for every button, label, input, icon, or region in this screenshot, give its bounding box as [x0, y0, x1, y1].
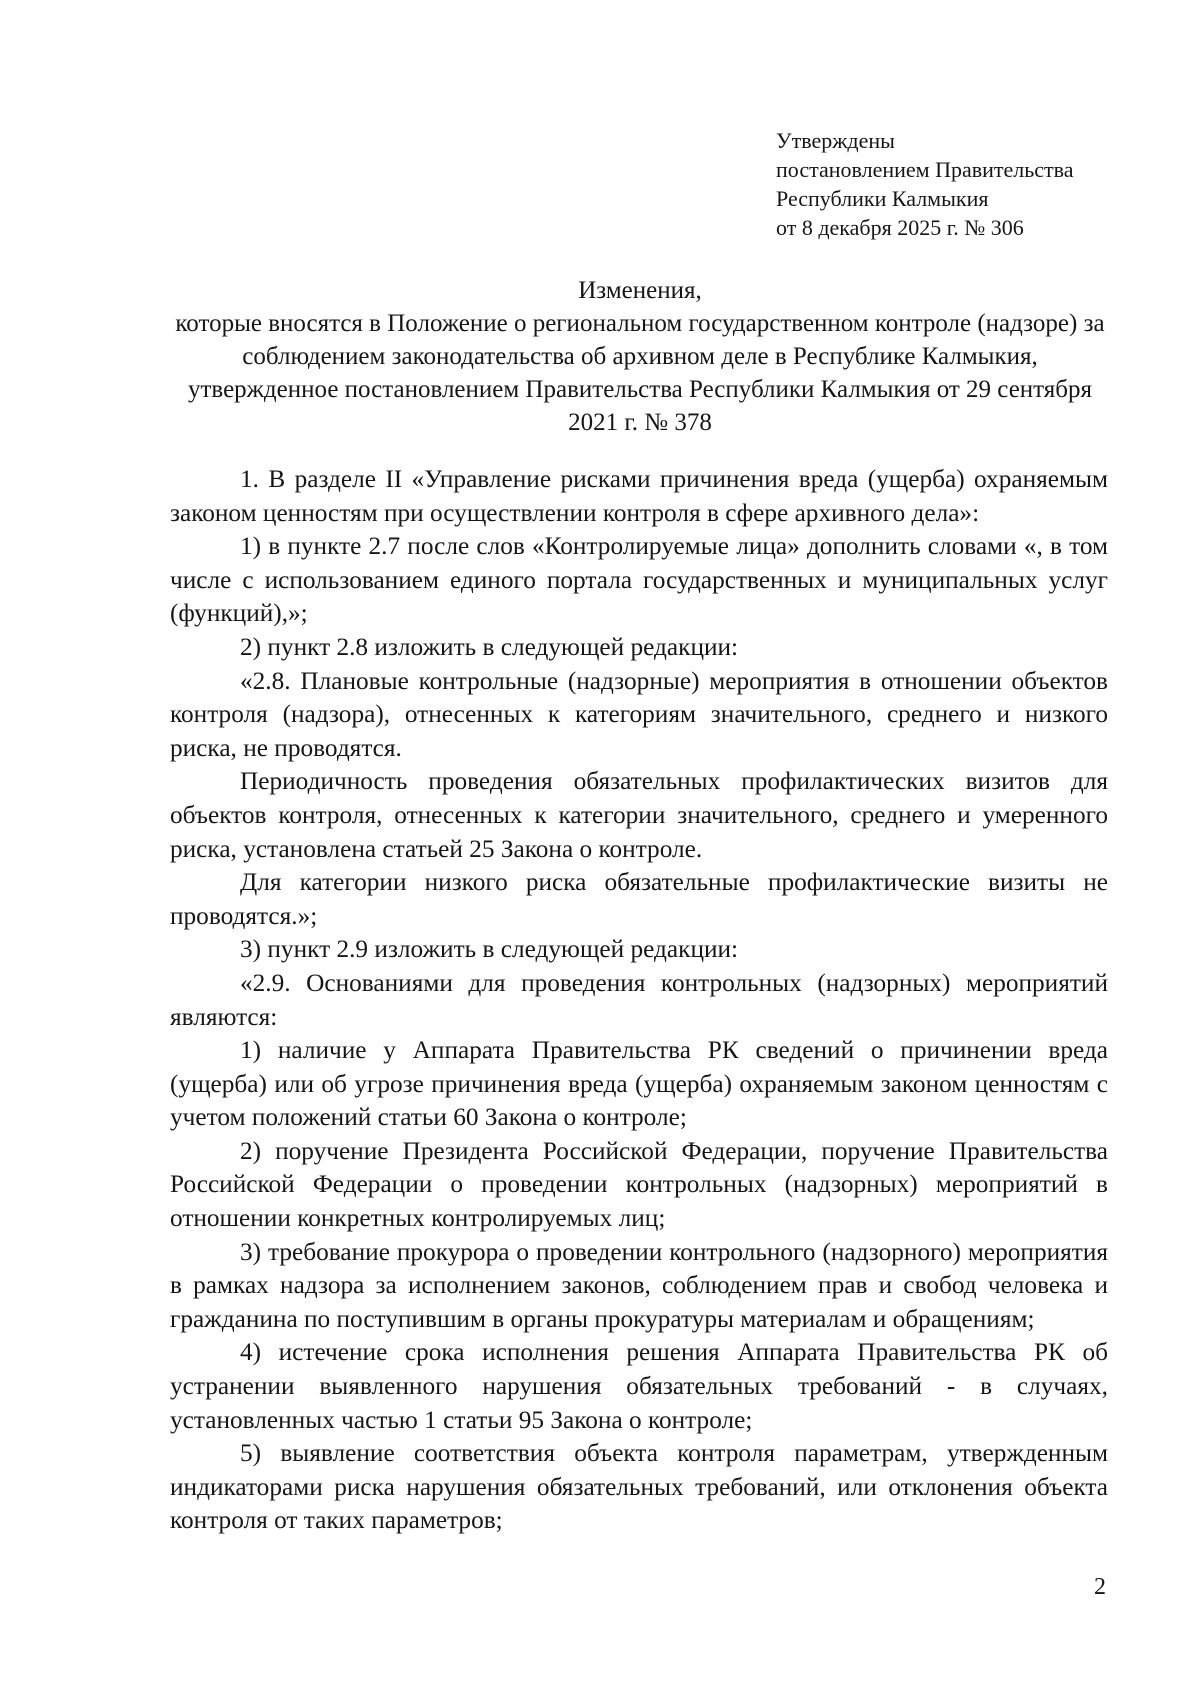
- paragraph: Периодичность проведения обязательных профилактических визитов для объектов контроля, отнесенных к категории значительного, среднего и умеренного риска, установлена статьей 25 Закона о контроле.: [170, 767, 1108, 863]
- paragraph: 1. В разделе II «Управление рисками причинения вреда (ущерба) охраняемым законом ценностям при осуществлении контроля в сфере архивного дела»:: [170, 465, 1108, 527]
- document-heading: [170, 274, 1110, 439]
- paragraph: Для категории низкого риска обязательные профилактические визиты не проводятся.»;: [170, 868, 1108, 930]
- paragraph: 2) пункт 2.8 изложить в следующей редакции:: [240, 632, 739, 661]
- paragraph: 2) поручение Президента Российской Федерации, поручение Правительства Российской Федерации о проведении контрольных (надзорных) мероприятий в отношении конкретных контролируемых лиц;: [170, 1136, 1108, 1233]
- approval-line: Утверждены: [776, 128, 895, 153]
- paragraph: 4) истечение срока исполнения решения Аппарата Правительства РК об устранении выявленного нарушения обязательных требований - в случаях, установленных частью 1 статьи 95 Закона о контроле;: [170, 1338, 1108, 1434]
- page-number: 2: [1094, 1574, 1106, 1600]
- approval-line: от 8 декабря 2025 г. № 306: [776, 215, 1024, 240]
- document-body: [170, 463, 1108, 1538]
- paragraph: 1) в пункте 2.7 после слов «Контролируемые лица» дополнить словами «, в том числе с использованием единого портала государственных и муниципальных услуг (функций),»;: [170, 532, 1108, 628]
- paragraph: «2.9. Основаниями для проведения контрольных (надзорных) мероприятий являются:: [170, 968, 1108, 1031]
- paragraph: 3) пункт 2.9 изложить в следующей редакции:: [240, 935, 739, 964]
- approval-stamp: [776, 126, 1156, 242]
- approval-line: постановлением Правительства: [776, 157, 1074, 182]
- paragraph: 5) выявление соответствия объекта контроля параметрам, утвержденным индикаторами риска нарушения обязательных требований, или отклонения объекта контроля от таких параметров;: [170, 1439, 1108, 1535]
- paragraph: 3) требование прокурора о проведении контрольного (надзорного) мероприятия в рамках надзора за исполнением законов, соблюдением прав и свобод человека и гражданина по поступившим в органы прокуратуры материалам и обращениям;: [170, 1237, 1108, 1333]
- approval-line: Республики Калмыкия: [776, 186, 989, 211]
- document-subtitle: которые вносятся в Положение о региональном государственном контроле (надзоре) за соблюдением законодательства об архивном деле в Республике Калмыкия, утвержденное постановлением Правительства Республики Калмыкия от 29 сентября 2021 г. № 378: [175, 310, 1105, 436]
- document-title: Изменения,: [578, 277, 702, 304]
- paragraph: 1) наличие у Аппарата Правительства РК сведений о причинении вреда (ущерба) или об угрозе причинения вреда (ущерба) охраняемым законом ценностям с учетом положений статьи 60 Закона о контроле;: [170, 1036, 1108, 1132]
- paragraph: «2.8. Плановые контрольные (надзорные) мероприятия в отношении объектов контроля (надзора), отнесенных к категориям значительного, среднего и низкого риска, не проводятся.: [170, 666, 1108, 762]
